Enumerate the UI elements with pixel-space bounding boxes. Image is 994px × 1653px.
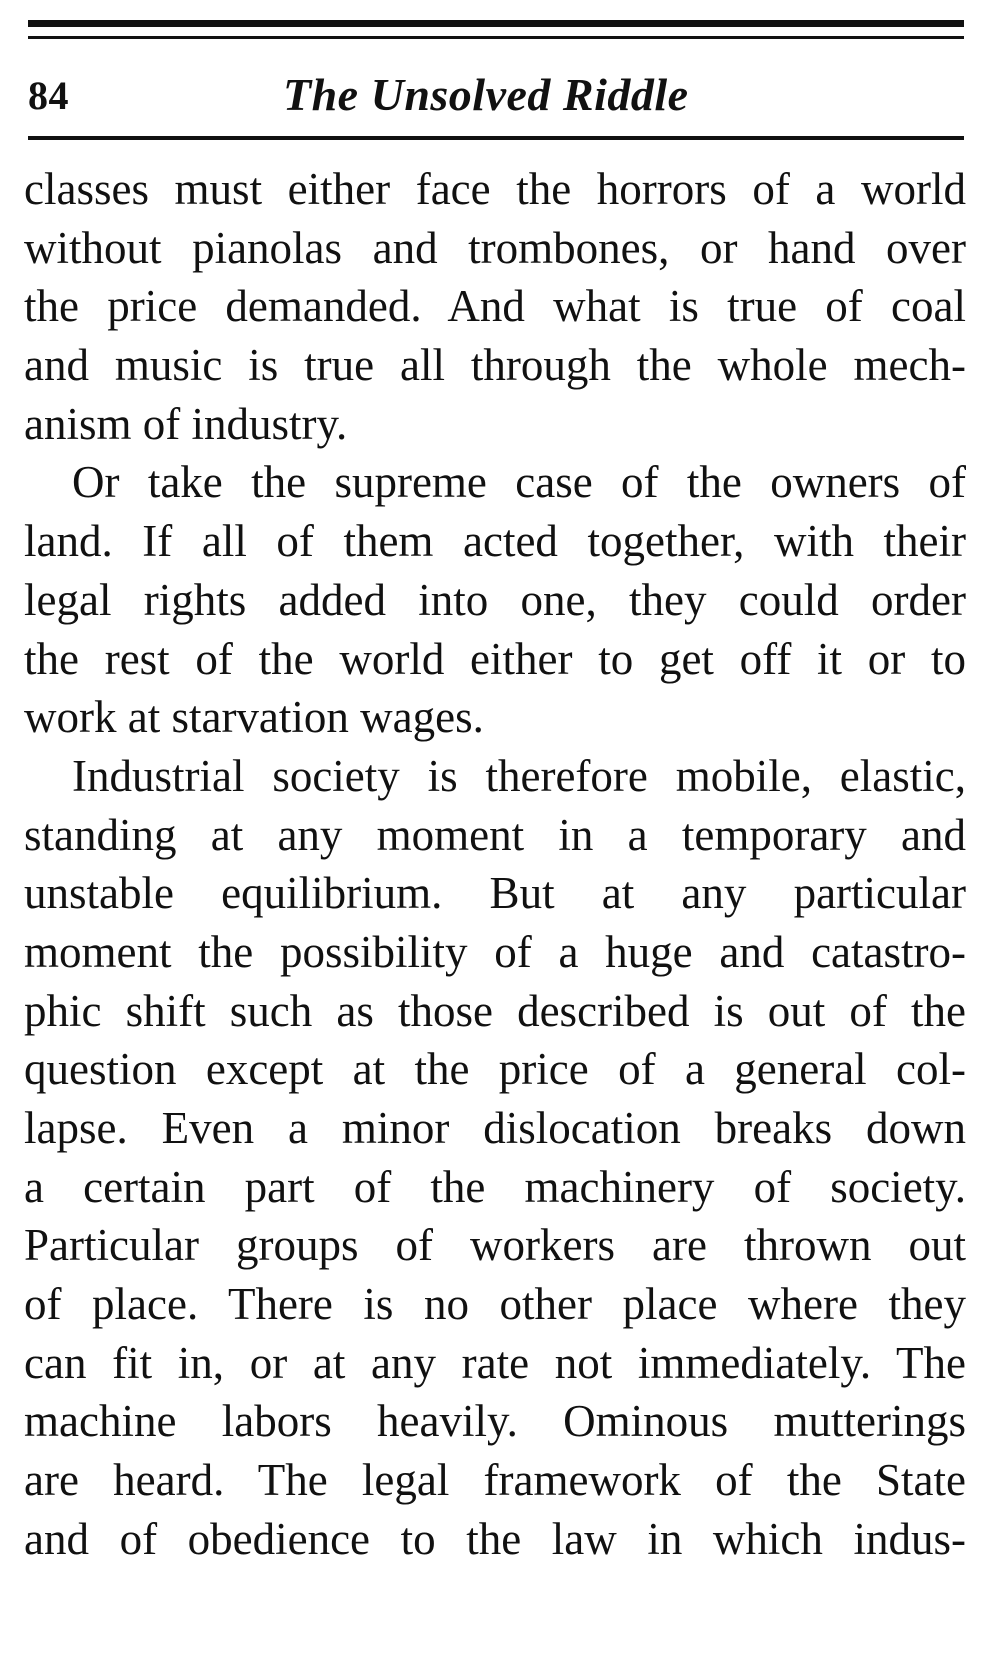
text-line: anism of industry. xyxy=(24,398,348,449)
text-line: a certain part of the machinery of society. xyxy=(24,1161,966,1212)
top-thin-rule xyxy=(28,36,964,39)
running-head xyxy=(28,64,964,124)
top-thick-rule xyxy=(28,20,964,27)
text-line: of place. There is no other place where they xyxy=(24,1279,966,1330)
text-line: the rest of the world either to get off it or to xyxy=(24,633,966,684)
text-line: work at starvation wages. xyxy=(24,692,484,743)
text-line: Or take the supreme case of the owners of xyxy=(72,457,966,508)
text-line: land. If all of them acted together, with their xyxy=(24,516,966,567)
text-line: and music is true all through the whole mech- xyxy=(24,340,966,391)
text-line: Particular groups of workers are thrown out xyxy=(24,1220,966,1271)
text-line: machine labors heavily. Ominous mutterings xyxy=(24,1396,966,1447)
text-line: phic shift such as those described is out of the xyxy=(24,985,966,1036)
text-line: legal rights added into one, they could order xyxy=(24,574,966,625)
text-line: unstable equilibrium. But at any particular xyxy=(24,868,966,919)
text-line: question except at the price of a general col- xyxy=(24,1044,966,1095)
body-text xyxy=(24,160,966,1569)
text-line: classes must either face the horrors of a world xyxy=(24,164,966,214)
text-line: lapse. Even a minor dislocation breaks down xyxy=(24,1103,966,1153)
page-number: 84 xyxy=(28,73,69,118)
running-title: The Unsolved Riddle xyxy=(283,69,689,120)
text-line: without pianolas and trombones, or hand over xyxy=(24,222,966,273)
text-line: the price demanded. And what is true of coal xyxy=(24,281,966,332)
text-line: are heard. The legal framework of the State xyxy=(24,1455,966,1506)
text-line: Industrial society is therefore mobile, elastic, xyxy=(72,750,966,801)
header-rule xyxy=(28,136,964,140)
text-line: and of obedience to the law in which indus- xyxy=(24,1513,966,1564)
text-line: moment the possibility of a huge and catastro- xyxy=(24,926,966,977)
text-line: can fit in, or at any rate not immediately. The xyxy=(24,1337,966,1388)
text-line: standing at any moment in a temporary and xyxy=(24,809,966,860)
